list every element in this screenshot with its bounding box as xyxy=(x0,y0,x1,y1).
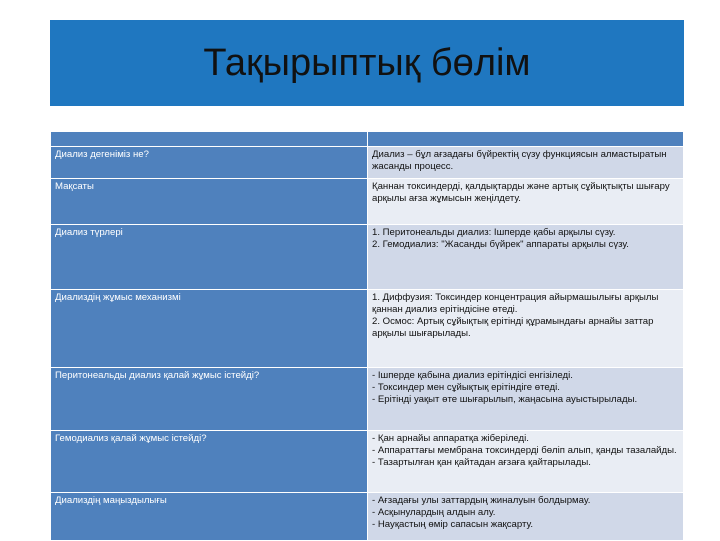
table-row xyxy=(51,225,684,290)
row-answer xyxy=(368,368,684,431)
answer-line: - Тазартылған қан қайтадан ағзаға қайтарылады. xyxy=(372,457,591,468)
answer-line: - Токсиндер мен сұйықтық ерітіндіге өтеді. xyxy=(372,382,560,393)
table-header-row xyxy=(51,132,684,147)
answer-line: - Науқастың өмір сапасын жақсарту. xyxy=(372,519,533,530)
table-row xyxy=(51,290,684,368)
row-question: Перитонеальды диализ қалай жұмыс істейді? xyxy=(51,368,368,431)
answer-line: - Қан арнайы аппаратқа жіберіледі. xyxy=(372,433,529,444)
row-question: Мақсаты xyxy=(51,179,368,225)
row-answer xyxy=(368,147,684,179)
row-question: Диализ түрлері xyxy=(51,225,368,290)
info-table xyxy=(50,131,684,541)
answer-line: - Ерітінді уақыт өте шығарылып, жаңасына ауыстырылады. xyxy=(372,394,638,405)
answer-line: 2. Осмос: Артық сұйықтық ерітінді құрамындағы арнайы заттар арқылы шығарылады. xyxy=(372,316,657,339)
row-answer xyxy=(368,431,684,493)
title-banner xyxy=(50,20,684,106)
answer-line: 1. Диффузия: Токсиндер концентрация айырмашылығы арқылы қаннан диализ ерітіндісіне өтеді. xyxy=(372,292,662,315)
answer-line: Диализ – бұл ағзадағы бүйректің сүзу функциясын алмастыратын жасанды процесс. xyxy=(372,149,670,172)
row-question: Гемодиализ қалай жұмыс істейді? xyxy=(51,431,368,493)
row-question: Диализдің жұмыс механизмі xyxy=(51,290,368,368)
answer-line: - Ішперде қабына диализ ерітіндісі енгізіледі. xyxy=(372,370,573,381)
row-question: Диализ дегеніміз не? xyxy=(51,147,368,179)
slide-title: Тақырыптық бөлім xyxy=(203,41,531,84)
answer-line: - Аппараттағы мембрана токсиндерді бөліп алып, қанды тазалайды. xyxy=(372,445,677,456)
row-question: Диализдің маңыздылығы xyxy=(51,493,368,541)
row-answer xyxy=(368,179,684,225)
table-row xyxy=(51,368,684,431)
table-row xyxy=(51,147,684,179)
answer-line: - Асқынулардың алдын алу. xyxy=(372,507,496,518)
table-row xyxy=(51,179,684,225)
row-answer xyxy=(368,290,684,368)
answer-line: - Ағзадағы улы заттардың жиналуын болдырмау. xyxy=(372,495,591,506)
answer-line: 2. Гемодиализ: "Жасанды бүйрек" аппараты арқылы сүзу. xyxy=(372,239,629,250)
table-row xyxy=(51,493,684,541)
answer-line: Қаннан токсиндерді, қалдықтарды және артық сұйықтықты шығару арқылы ағза жұмысын жеңілдету. xyxy=(372,181,673,204)
answer-line: 1. Перитонеальды диализ: Ішперде қабы арқылы сүзу. xyxy=(372,227,616,238)
table-row xyxy=(51,431,684,493)
row-answer xyxy=(368,225,684,290)
row-answer xyxy=(368,493,684,541)
